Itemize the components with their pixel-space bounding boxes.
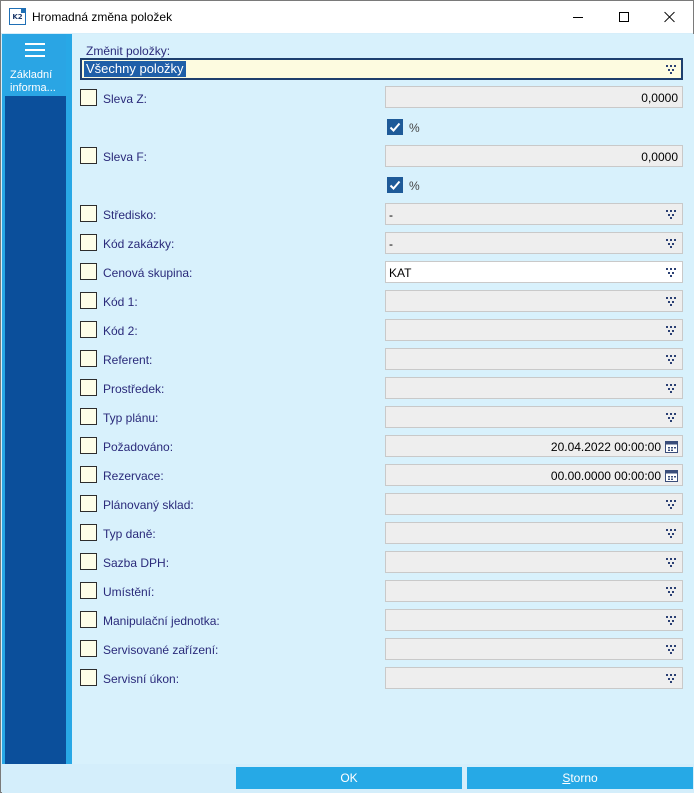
cenova-skupina-select[interactable]	[385, 261, 683, 283]
check-icon	[388, 178, 402, 192]
sazba-dph-label: Sazba DPH:	[103, 556, 170, 570]
sleva-z-percent-label: %	[409, 121, 420, 135]
cenova-skupina-value: KAT	[389, 266, 412, 280]
manipulacni-jednotka-label: Manipulační jednotka:	[103, 614, 220, 628]
change-items-label: Změnit položky:	[86, 44, 171, 58]
dropdown-icon[interactable]	[665, 64, 677, 74]
title-bar	[1, 1, 693, 33]
servisovane-zarizeni-checkbox[interactable]	[80, 640, 97, 657]
rezervace-label: Rezervace:	[103, 469, 164, 483]
dropdown-icon[interactable]	[665, 238, 677, 248]
dropdown-icon[interactable]	[665, 673, 677, 683]
calendar-icon[interactable]	[665, 440, 678, 453]
kod-zakazky-checkbox[interactable]	[80, 234, 97, 251]
sidebar-item-basic-info[interactable]	[5, 34, 66, 96]
referent-select[interactable]	[385, 348, 683, 370]
sleva-f-value: 0,0000	[641, 150, 678, 164]
sleva-z-label: Sleva Z:	[103, 92, 148, 106]
change-items-select[interactable]	[80, 58, 683, 80]
kod-zakazky-select[interactable]	[385, 232, 683, 254]
sleva-z-value: 0,0000	[641, 91, 678, 105]
cancel-button[interactable]	[467, 767, 693, 789]
referent-label: Referent:	[103, 353, 153, 367]
maximize-button[interactable]	[601, 1, 647, 33]
prostredek-select[interactable]	[385, 377, 683, 399]
referent-checkbox[interactable]	[80, 350, 97, 367]
pozadovano-value: 20.04.2022 00:00:00	[550, 440, 661, 454]
stredisko-select[interactable]	[385, 203, 683, 225]
planovany-sklad-label: Plánovaný sklad:	[103, 498, 194, 512]
cancel-button-mnemonic: S	[562, 771, 571, 785]
sleva-f-percent-label: %	[409, 179, 420, 193]
umisteni-label: Umístění:	[103, 585, 155, 599]
dropdown-icon[interactable]	[665, 354, 677, 364]
dropdown-icon[interactable]	[665, 644, 677, 654]
kod-1-label: Kód 1:	[103, 295, 138, 309]
minimize-button[interactable]	[555, 1, 601, 33]
cenova-skupina-label: Cenová skupina:	[103, 266, 193, 280]
ok-button[interactable]	[236, 767, 462, 789]
window-title: Hromadná změna položek	[32, 10, 173, 24]
kod-1-checkbox[interactable]	[80, 292, 97, 309]
cenova-skupina-checkbox[interactable]	[80, 263, 97, 280]
sleva-f-label: Sleva F:	[103, 150, 148, 164]
sazba-dph-checkbox[interactable]	[80, 553, 97, 570]
servisni-ukon-label: Servisní úkon:	[103, 672, 180, 686]
umisteni-select[interactable]	[385, 580, 683, 602]
dropdown-icon[interactable]	[665, 615, 677, 625]
pozadovano-date-field[interactable]	[385, 435, 683, 457]
servisovane-zarizeni-label: Servisované zařízení:	[103, 643, 219, 657]
dropdown-icon[interactable]	[665, 499, 677, 509]
pozadovano-label: Požadováno:	[103, 440, 174, 454]
sidebar-item-label: Základní informa...	[10, 69, 56, 94]
maximize-icon	[619, 12, 629, 22]
typ-planu-label: Typ plánu:	[103, 411, 159, 425]
typ-planu-checkbox[interactable]	[80, 408, 97, 425]
sidebar	[2, 34, 72, 764]
sidebar-panel	[5, 34, 66, 764]
servisni-ukon-select[interactable]	[385, 667, 683, 689]
stredisko-checkbox[interactable]	[80, 205, 97, 222]
manipulacni-jednotka-checkbox[interactable]	[80, 611, 97, 628]
prostredek-checkbox[interactable]	[80, 379, 97, 396]
sazba-dph-select[interactable]	[385, 551, 683, 573]
manipulacni-jednotka-select[interactable]	[385, 609, 683, 631]
form-area	[72, 34, 694, 764]
kod-zakazky-value: -	[389, 237, 393, 251]
rezervace-checkbox[interactable]	[80, 466, 97, 483]
dropdown-icon[interactable]	[665, 383, 677, 393]
servisovane-zarizeni-select[interactable]	[385, 638, 683, 660]
kod-2-select[interactable]	[385, 319, 683, 341]
prostredek-label: Prostředek:	[103, 382, 165, 396]
sleva-f-percent-checkbox[interactable]	[387, 177, 403, 193]
dropdown-icon[interactable]	[665, 267, 677, 277]
servisni-ukon-checkbox[interactable]	[80, 669, 97, 686]
kod-1-select[interactable]	[385, 290, 683, 312]
stredisko-label: Středisko:	[103, 208, 157, 222]
stredisko-value: -	[389, 208, 393, 222]
app-logo-text: K2	[12, 12, 23, 21]
rezervace-date-field[interactable]	[385, 464, 683, 486]
app-logo-icon	[9, 8, 26, 25]
kod-2-label: Kód 2:	[103, 324, 138, 338]
planovany-sklad-checkbox[interactable]	[80, 495, 97, 512]
ok-button-label: OK	[340, 771, 358, 785]
planovany-sklad-select[interactable]	[385, 493, 683, 515]
dropdown-icon[interactable]	[665, 586, 677, 596]
dropdown-icon[interactable]	[665, 209, 677, 219]
typ-planu-select[interactable]	[385, 406, 683, 428]
sleva-z-percent-checkbox[interactable]	[387, 119, 403, 135]
rezervace-value: 00.00.0000 00:00:00	[550, 469, 661, 483]
sleva-f-field[interactable]	[385, 145, 683, 167]
menu-icon[interactable]	[25, 43, 45, 57]
calendar-icon[interactable]	[665, 469, 678, 482]
typ-dane-label: Typ daně:	[103, 527, 156, 541]
minimize-icon	[573, 17, 583, 18]
close-button[interactable]	[647, 1, 693, 33]
dropdown-icon[interactable]	[665, 557, 677, 567]
pozadovano-checkbox[interactable]	[80, 437, 97, 454]
dropdown-icon[interactable]	[665, 296, 677, 306]
sleva-z-checkbox[interactable]	[80, 89, 97, 106]
kod-zakazky-label: Kód zakázky:	[103, 237, 175, 251]
change-items-value: Všechny položky	[86, 61, 184, 76]
button-bar	[2, 764, 694, 793]
close-icon	[664, 11, 676, 23]
typ-dane-checkbox[interactable]	[80, 524, 97, 541]
kod-2-checkbox[interactable]	[80, 321, 97, 338]
sleva-f-checkbox[interactable]	[80, 147, 97, 164]
cancel-button-label: torno	[570, 771, 598, 785]
sleva-z-field[interactable]	[385, 86, 683, 108]
check-icon	[388, 120, 402, 134]
umisteni-checkbox[interactable]	[80, 582, 97, 599]
typ-dane-select[interactable]	[385, 522, 683, 544]
dropdown-icon[interactable]	[665, 325, 677, 335]
dropdown-icon[interactable]	[665, 412, 677, 422]
dropdown-icon[interactable]	[665, 528, 677, 538]
